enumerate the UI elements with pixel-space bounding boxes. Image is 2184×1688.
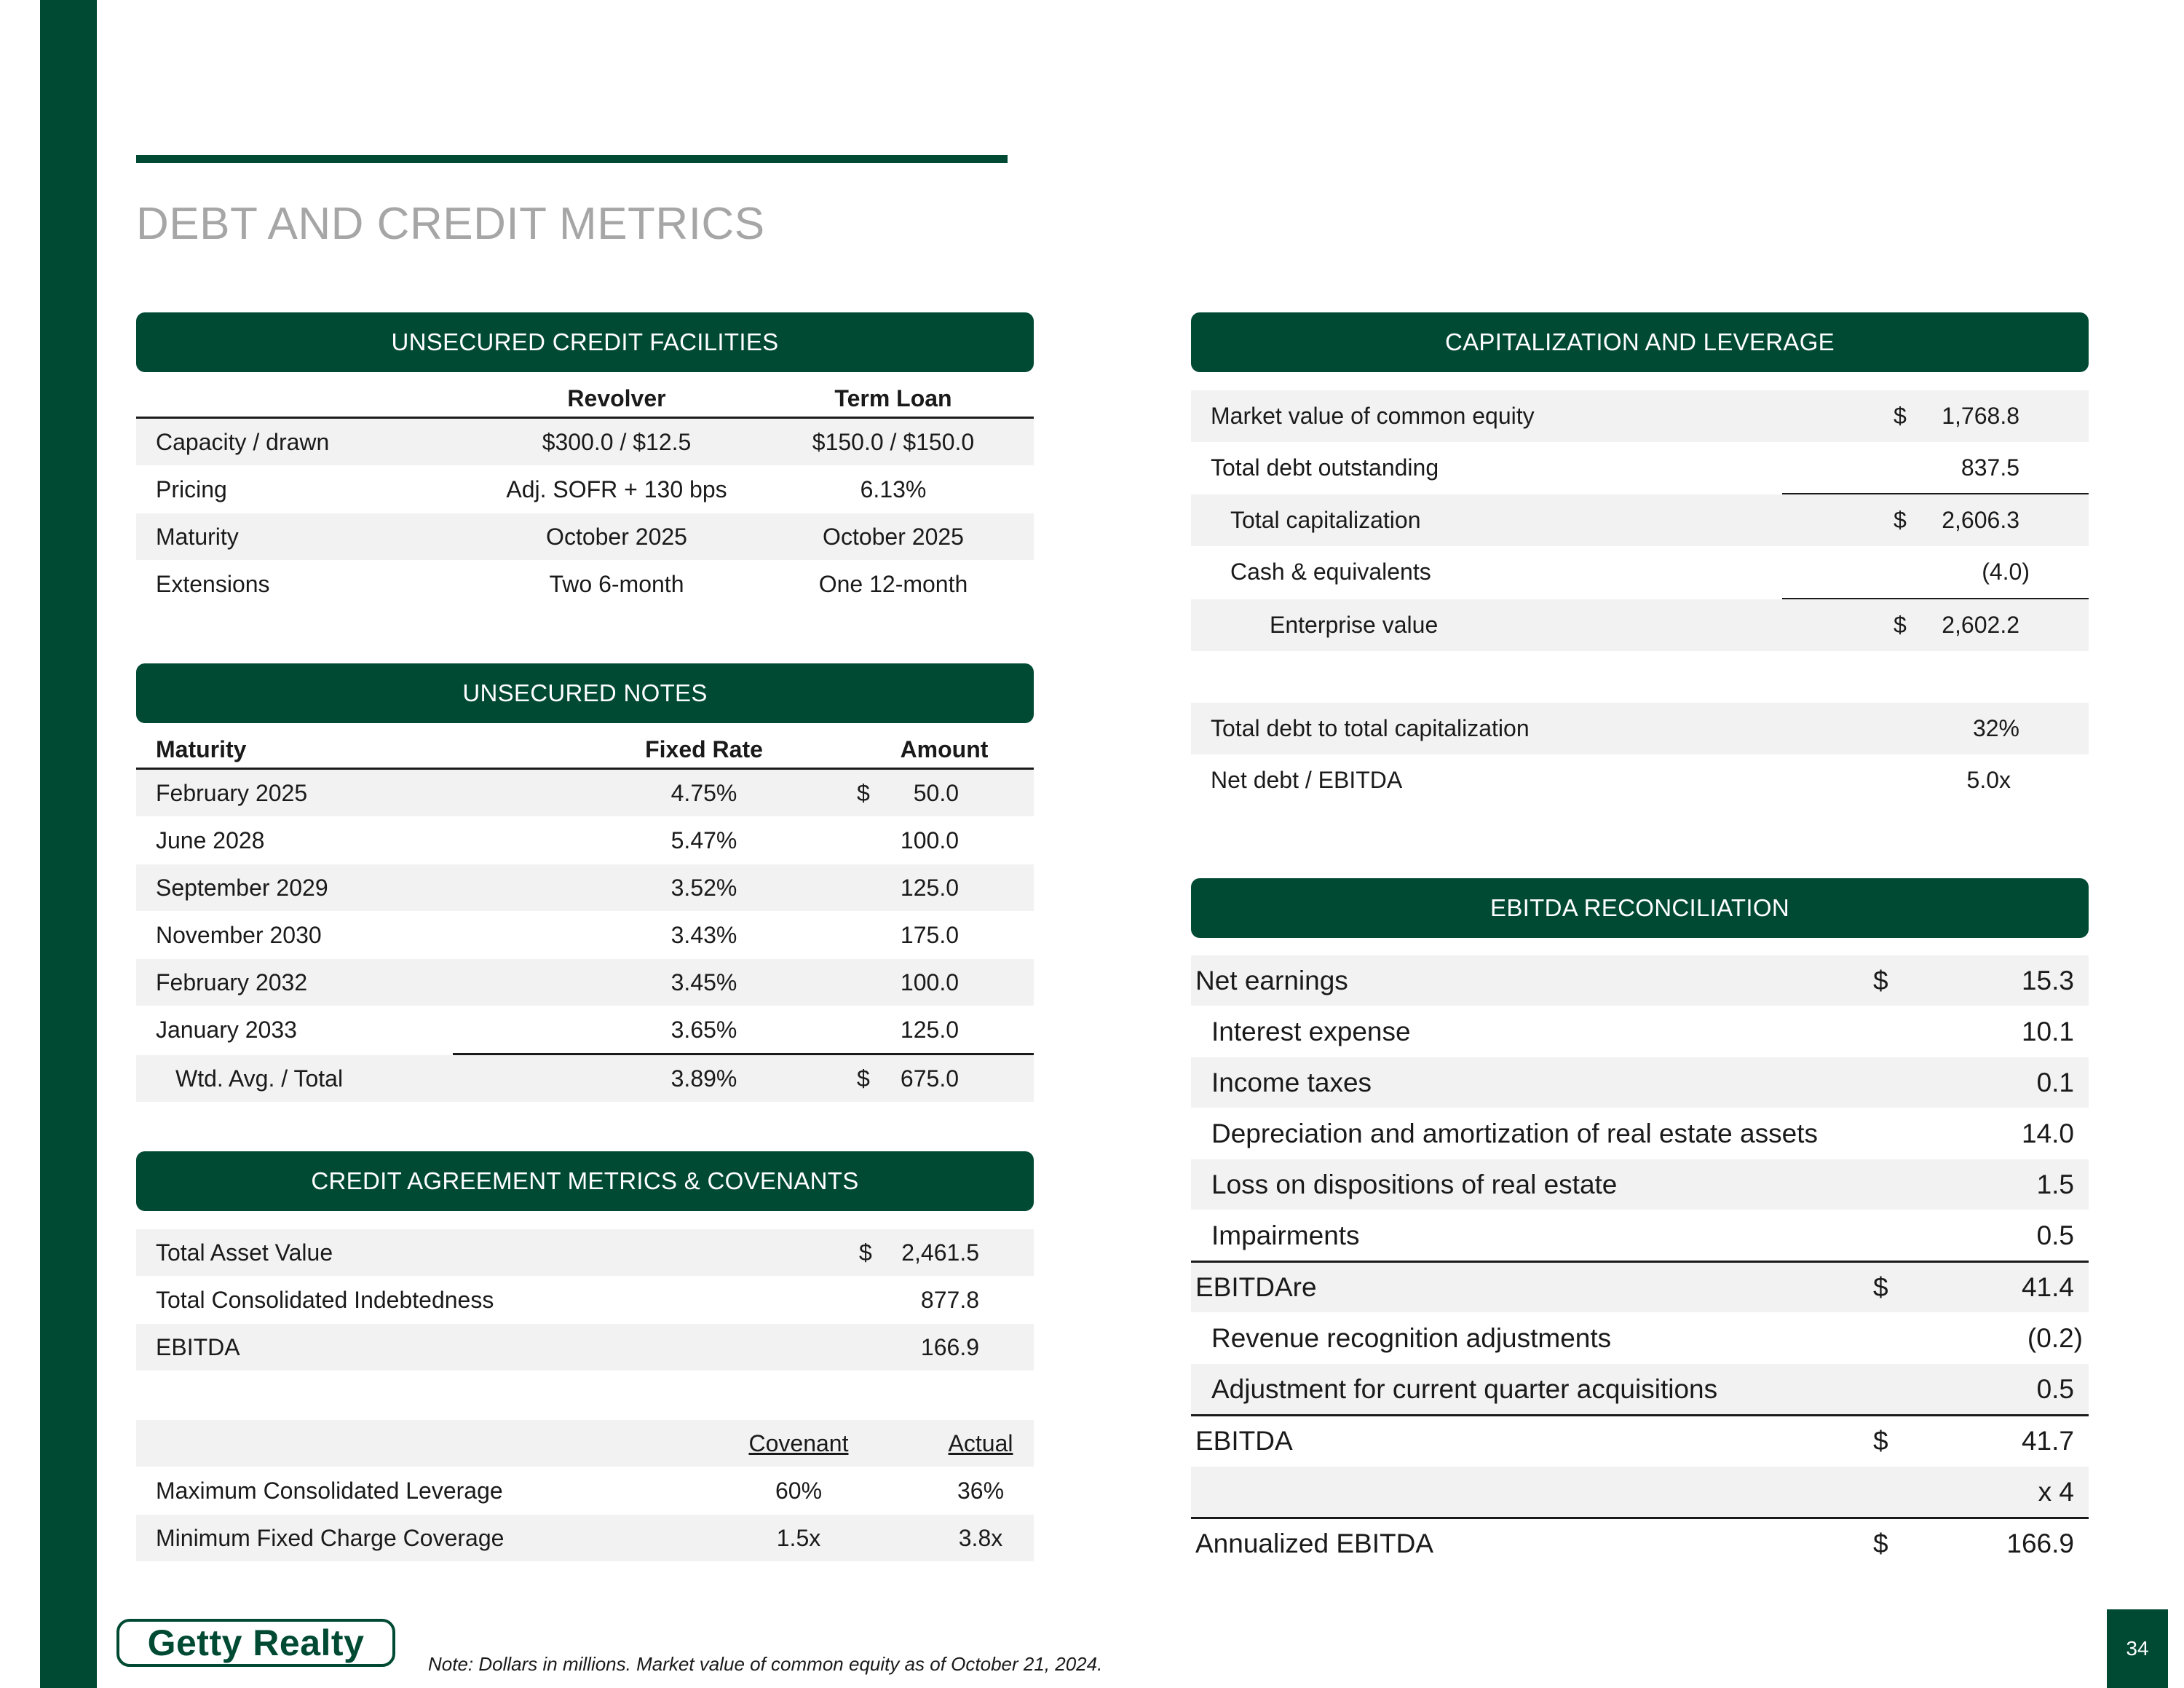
ebitda-value: 15.3 — [2021, 965, 2074, 995]
ebitda-label: Interest expense — [1211, 1016, 1411, 1046]
metric-value: 877.8 — [920, 1286, 979, 1313]
currency-symbol: $ — [859, 1239, 872, 1266]
covenant-label: Maximum Consolidated Leverage — [156, 1477, 503, 1504]
cap-label: Total capitalization — [1230, 507, 1421, 533]
total-label: Wtd. Avg. / Total — [175, 1065, 344, 1092]
table-row — [1191, 442, 2089, 494]
ebitda-value: x 4 — [2038, 1476, 2074, 1507]
currency-symbol: $ — [1873, 1272, 1888, 1302]
cap-value: 2,602.2 — [1942, 612, 2019, 638]
table-row — [136, 817, 1034, 864]
table-row — [136, 864, 1034, 911]
company-logo — [116, 1619, 395, 1667]
ebitda-value: 0.1 — [2036, 1067, 2074, 1097]
credit-facilities-header — [136, 312, 1034, 372]
table-row — [136, 1006, 1034, 1053]
cap-label: Total debt outstanding — [1211, 454, 1439, 481]
ebitda-label: Revenue recognition adjustments — [1211, 1322, 1612, 1353]
table-row — [1191, 703, 2089, 754]
ebitda-label: Income taxes — [1211, 1067, 1372, 1097]
actual-value: 36% — [957, 1477, 1005, 1504]
table-row — [136, 1229, 1034, 1276]
ebitda-value: 166.9 — [2006, 1529, 2074, 1558]
metric-label: Total Asset Value — [156, 1239, 333, 1266]
ebitda-value: 0.5 — [2036, 1373, 2074, 1404]
table-row — [1191, 390, 2089, 442]
note-maturity: February 2025 — [156, 779, 308, 806]
table-header-row — [136, 1420, 1034, 1467]
table-row — [1191, 955, 2089, 1006]
revolver-value: Two 6-month — [549, 570, 684, 597]
term-loan-value: 6.13% — [860, 476, 927, 502]
note-amount: 50.0 — [913, 779, 959, 806]
note-maturity: June 2028 — [156, 827, 265, 853]
note-rate: 3.52% — [670, 874, 737, 901]
total-row — [1191, 1519, 2089, 1569]
ebitda-title: EBITDA RECONCILIATION — [1490, 894, 1789, 921]
table-row — [1191, 1467, 2089, 1517]
table-row — [136, 959, 1034, 1006]
note-rate: 3.65% — [670, 1016, 737, 1043]
table-row — [1191, 1364, 2089, 1414]
table-row — [1191, 1006, 2089, 1057]
covenant-label: Minimum Fixed Charge Coverage — [156, 1524, 505, 1551]
revolver-value: Adj. SOFR + 130 bps — [506, 476, 727, 502]
row-label: Capacity / drawn — [156, 428, 330, 455]
cap-value: 1,768.8 — [1942, 403, 2019, 429]
ebitda-label: EBITDA — [1195, 1426, 1293, 1456]
cap-value: (4.0) — [1982, 559, 2030, 585]
table-row — [1191, 1416, 2089, 1466]
unsecured-notes-header — [136, 663, 1034, 723]
unsecured-notes-title: UNSECURED NOTES — [462, 679, 708, 706]
metric-label: Total Consolidated Indebtedness — [156, 1286, 494, 1313]
covenant-value: 1.5x — [776, 1524, 821, 1551]
side-accent-bar — [40, 0, 97, 1688]
ebitda-label: Net earnings — [1195, 965, 1348, 995]
currency-symbol: $ — [1873, 965, 1888, 995]
currency-symbol: $ — [1894, 612, 1907, 638]
capitalization-header — [1191, 312, 2089, 372]
table-row — [1191, 1108, 2089, 1159]
note-amount: 100.0 — [900, 969, 959, 995]
capitalization-title: CAPITALIZATION AND LEVERAGE — [1444, 328, 1835, 355]
cap-label: Enterprise value — [1270, 612, 1439, 638]
table-row — [1191, 1210, 2089, 1261]
note-amount: 100.0 — [900, 827, 959, 853]
note-amount: 125.0 — [900, 1016, 959, 1043]
table-header-row — [136, 730, 1034, 768]
covenants-header — [136, 1151, 1034, 1211]
row-label: Pricing — [156, 476, 227, 502]
ebitda-value: 10.1 — [2021, 1016, 2074, 1046]
table-row — [136, 912, 1034, 958]
note-amount: 175.0 — [900, 921, 959, 948]
total-amount: 675.0 — [900, 1065, 959, 1092]
column-header-revolver: Revolver — [567, 384, 666, 411]
table-row — [136, 1515, 1034, 1561]
ebitda-header — [1191, 878, 2089, 938]
ebitda-value: 41.7 — [2021, 1426, 2074, 1456]
table-row — [136, 513, 1034, 560]
ebitda-label: Depreciation and amortization of real estate assets — [1211, 1118, 1818, 1148]
column-header-actual: Actual — [948, 1429, 1013, 1456]
note-maturity: November 2030 — [156, 921, 322, 948]
actual-value: 3.8x — [958, 1524, 1003, 1551]
cap-label: Cash & equivalents — [1230, 559, 1431, 585]
ebitda-value: (0.2) — [2027, 1322, 2083, 1353]
table-row — [136, 466, 1034, 513]
table-row — [136, 770, 1034, 816]
term-loan-value: One 12-month — [818, 570, 968, 597]
currency-symbol: $ — [857, 779, 870, 806]
table-row — [1191, 494, 2089, 546]
table-row — [1191, 754, 2089, 806]
ebitda-label: Loss on dispositions of real estate — [1211, 1169, 1618, 1199]
table-row — [136, 419, 1034, 465]
ratio-label: Net debt / EBITDA — [1211, 767, 1403, 793]
currency-symbol: $ — [1894, 507, 1907, 533]
metric-label: EBITDA — [156, 1333, 240, 1360]
table-row — [136, 1277, 1034, 1323]
page-number-badge — [2107, 1609, 2168, 1688]
note-maturity: January 2033 — [156, 1016, 297, 1043]
page-number: 34 — [2126, 1637, 2149, 1660]
table-header-row — [136, 379, 1034, 417]
revolver-value: October 2025 — [546, 523, 687, 550]
currency-symbol: $ — [1873, 1426, 1888, 1456]
ratio-label: Total debt to total capitalization — [1211, 715, 1530, 741]
table-row — [136, 1324, 1034, 1370]
total-row — [136, 1055, 1034, 1102]
note-rate: 3.43% — [670, 921, 737, 948]
ebitda-label: Adjustment for current quarter acquisitions — [1211, 1373, 1718, 1404]
note-rate: 4.75% — [670, 779, 737, 806]
table-row — [1191, 599, 2089, 651]
table-row — [1191, 1313, 2089, 1363]
cap-value: 2,606.3 — [1942, 507, 2019, 533]
row-label: Maturity — [156, 523, 239, 550]
ebitda-value: 14.0 — [2021, 1118, 2074, 1148]
note-amount: 125.0 — [900, 874, 959, 901]
ebitda-label: Annualized EBITDA — [1195, 1529, 1434, 1558]
metric-value: 2,461.5 — [901, 1239, 979, 1266]
table-row — [1191, 546, 2089, 598]
row-label: Extensions — [156, 570, 270, 597]
metric-value: 166.9 — [920, 1333, 979, 1360]
revolver-value: $300.0 / $12.5 — [542, 428, 692, 455]
table-row — [136, 1467, 1034, 1514]
logo-text: Getty Realty — [147, 1622, 365, 1663]
ebitda-label: Impairments — [1211, 1220, 1360, 1250]
ebitda-value: 0.5 — [2036, 1220, 2074, 1250]
column-header-term-loan: Term Loan — [834, 384, 952, 411]
footnote: Note: Dollars in millions. Market value of common equity as of October 21, 2024. — [428, 1653, 1103, 1675]
column-header-maturity: Maturity — [156, 735, 247, 762]
currency-symbol: $ — [857, 1065, 870, 1092]
currency-symbol: $ — [1894, 403, 1907, 429]
column-header-amount: Amount — [900, 735, 989, 762]
table-row — [1191, 1057, 2089, 1108]
cap-value: 837.5 — [1961, 454, 2019, 481]
note-rate: 5.47% — [670, 827, 737, 853]
credit-facilities-title: UNSECURED CREDIT FACILITIES — [391, 328, 779, 355]
note-maturity: February 2032 — [156, 969, 308, 995]
covenant-value: 60% — [775, 1477, 823, 1504]
note-maturity: September 2029 — [156, 874, 328, 901]
term-loan-value: October 2025 — [823, 523, 964, 550]
cap-label: Market value of common equity — [1211, 403, 1535, 429]
column-header-covenant: Covenant — [748, 1429, 849, 1456]
covenants-title: CREDIT AGREEMENT METRICS & COVENANTS — [311, 1167, 859, 1194]
table-row — [136, 561, 1034, 607]
ratio-value: 5.0x — [1966, 767, 2011, 793]
table-row — [1191, 1159, 2089, 1210]
ratio-value: 32% — [1972, 715, 2019, 741]
table-row — [1191, 1263, 2089, 1312]
title-rule — [136, 155, 1008, 163]
page-title: DEBT AND CREDIT METRICS — [136, 199, 765, 249]
column-header-fixed-rate: Fixed Rate — [645, 735, 763, 762]
total-rate: 3.89% — [670, 1065, 737, 1092]
term-loan-value: $150.0 / $150.0 — [812, 428, 975, 455]
ebitda-value: 41.4 — [2021, 1272, 2074, 1302]
ebitda-label: EBITDAre — [1195, 1272, 1317, 1302]
currency-symbol: $ — [1873, 1529, 1888, 1558]
ebitda-value: 1.5 — [2036, 1169, 2074, 1199]
note-rate: 3.45% — [670, 969, 737, 995]
